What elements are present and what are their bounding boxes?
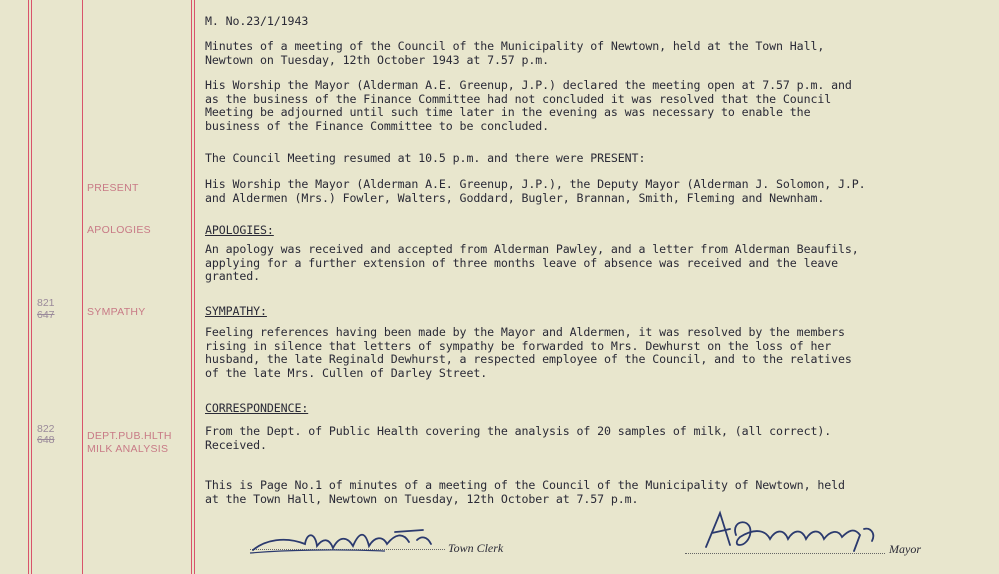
apologies-heading: APOLOGIES: xyxy=(205,223,274,237)
mayor-caption: Mayor xyxy=(889,542,921,556)
page-footer-note: This is Page No.1 of minutes of a meeting of the Council of the Municipality of Newtown, held at the Town Hall, Newtown on Tuesday, 12th October at 7.57 p.m. xyxy=(205,478,845,506)
opening-paragraph: His Worship the Mayor (Alderman A.E. Greenup, J.P.) declared the meeting open at 7.57 p.m. and as the business of the Finance Committee had not concluded it was resolved that the Council Meeting be adjourned until such time later in the evening as was necessary to enable the business of the Finance Committee to be concluded. xyxy=(205,78,852,133)
minute-reference: M. No.23/1/1943 xyxy=(205,14,309,28)
sympathy-heading: SYMPATHY: xyxy=(205,304,267,318)
correspondence-heading: CORRESPONDENCE: xyxy=(205,401,309,415)
mayor-signature xyxy=(700,505,890,557)
minute-number-822: 822 xyxy=(37,423,55,435)
meeting-title: Minutes of a meeting of the Council of the Municipality of Newtown, held at the Town Hall, Newtown on Tuesday, 12th October 1943 at 7.57 p.m. xyxy=(205,39,825,67)
correspondence-paragraph: From the Dept. of Public Health covering the analysis of 20 samples of milk, (all correct). Received. xyxy=(205,424,832,452)
minute-number-821: 821 xyxy=(37,297,55,309)
margin-dept-line2: MILK ANALYSIS xyxy=(87,443,169,455)
margin-rule-mid xyxy=(82,0,83,574)
apologies-paragraph: An apology was received and accepted from Alderman Pawley, and a letter from Alderman Beaufils, applying for a further extension of three months leave of absence was received and the leave granted. xyxy=(205,242,859,284)
sympathy-paragraph: Feeling references having been made by the Mayor and Aldermen, it was resolved by the members rising in silence that letters of sympathy be forwarded to Mrs. Dewhurst on the loss of her husband, the late Reginald Dewhurst, a respected employee of the Council, and to the relatives of the late Mrs. Cullen of Darley Street. xyxy=(205,325,852,380)
margin-sympathy: SYMPATHY xyxy=(87,306,146,318)
margin-rule-left-2 xyxy=(31,0,32,574)
margin-apologies: APOLOGIES xyxy=(87,224,151,236)
present-paragraph: His Worship the Mayor (Alderman A.E. Greenup, J.P.), the Deputy Mayor (Alderman J. Solomon, J.P. and Aldermen (Mrs.) Fowler, Walters, Goddard, Bugler, Brannan, Smith, Fleming and Newnham. xyxy=(205,177,866,205)
town-clerk-signature xyxy=(245,522,445,560)
margin-rule-right-2 xyxy=(194,0,195,574)
minute-number-821-old: 647 xyxy=(37,309,55,321)
town-clerk-caption: Town Clerk xyxy=(448,541,504,555)
resumed-paragraph: The Council Meeting resumed at 10.5 p.m. and there were PRESENT: xyxy=(205,151,646,165)
minute-number-822-old: 648 xyxy=(37,434,55,446)
margin-rule-left-1 xyxy=(28,0,29,574)
margin-present: PRESENT xyxy=(87,182,139,194)
margin-dept-line1: DEPT.PUB.HLTH xyxy=(87,430,172,442)
margin-rule-right-1 xyxy=(191,0,192,574)
